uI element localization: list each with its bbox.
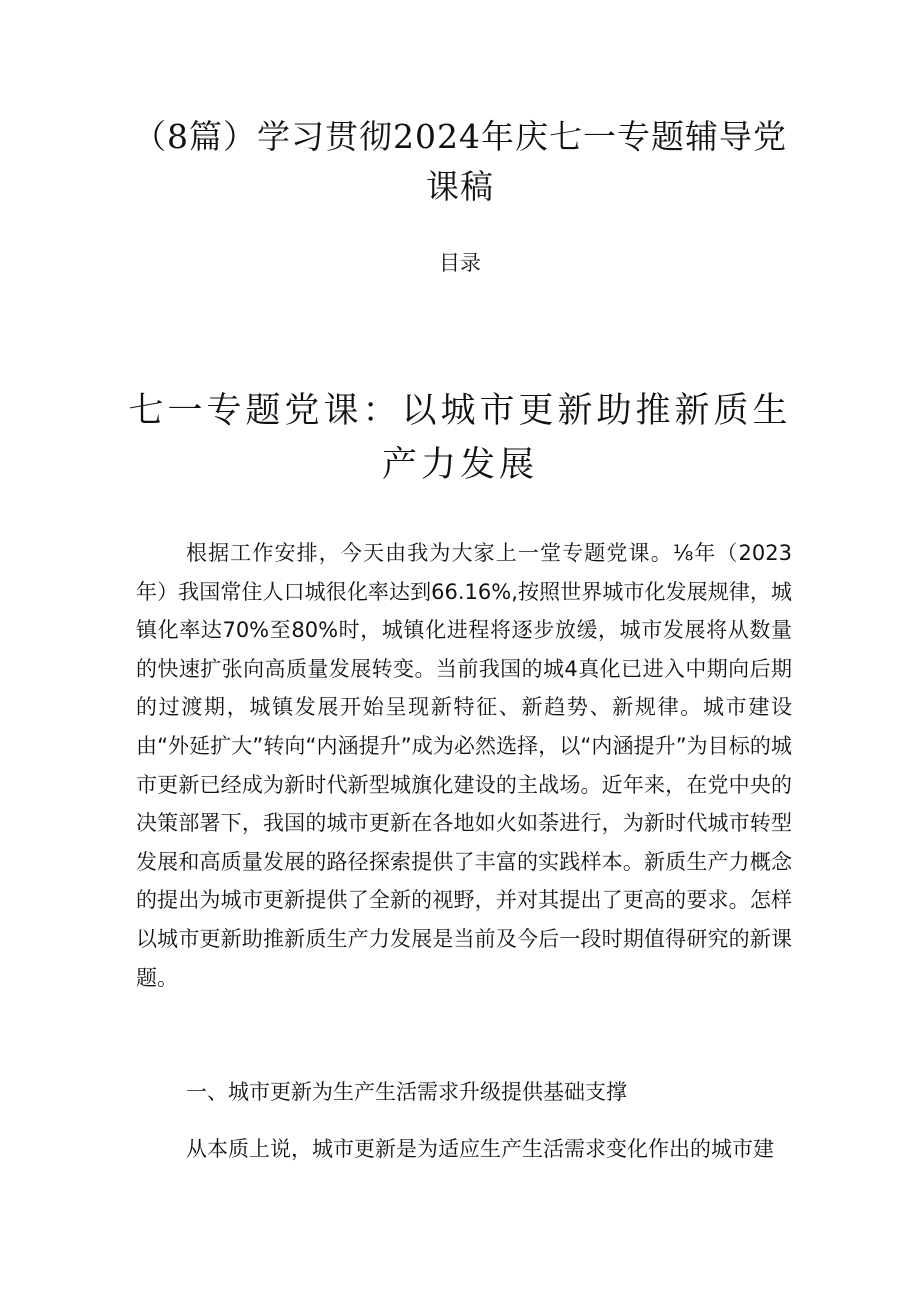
section-title: 七一专题党课：以城市更新助推新质生产力发展 <box>128 391 792 485</box>
subheading-paragraph: 一、城市更新为生产生活需求升级提供基础支撑 <box>186 1080 627 1104</box>
table-of-contents-label: 目录 <box>439 251 481 275</box>
body-paragraph-intro: 根据工作安排，今天由我为大家上一堂专题党课。⅛年（2023年）我国常住人口城很化率达到66.16%,按照世界城市化发展规律，城镇化率达70%至80%时，城镇化进程将逐步放缓，城市发展将从数量的快速扩张向高质量发展转变。当前我国的城4真化已进入中期向后期的过渡期，城镇发展开始呈现新特征、新趋势、新规律。城市建设由“外延扩大”转向“内涵提升”成为必然选择，以“内涵提升”为目标的城市更新已经成为新时代新型城旗化建设的主战场。近年来，在党中央的决策部署下，我国的城市更新在各地如火如荼进行，为新时代城市转型发展和高质量发展的路径探索提供了丰富的实践样本。新质生产力概念的提出为城市更新提供了全新的视野，并对其提出了更高的要求。怎样以城市更新助推新质生产力发展是当前及今后一段时期值得研究的新课题。 <box>136 541 792 990</box>
body-paragraph-continued: 从本质上说，城市更新是为适应生产生活需求变化作出的城市建 <box>186 1137 774 1161</box>
document-title: （8篇）学习贯彻2024年庆七一专题辅导党课稿 <box>133 117 787 206</box>
